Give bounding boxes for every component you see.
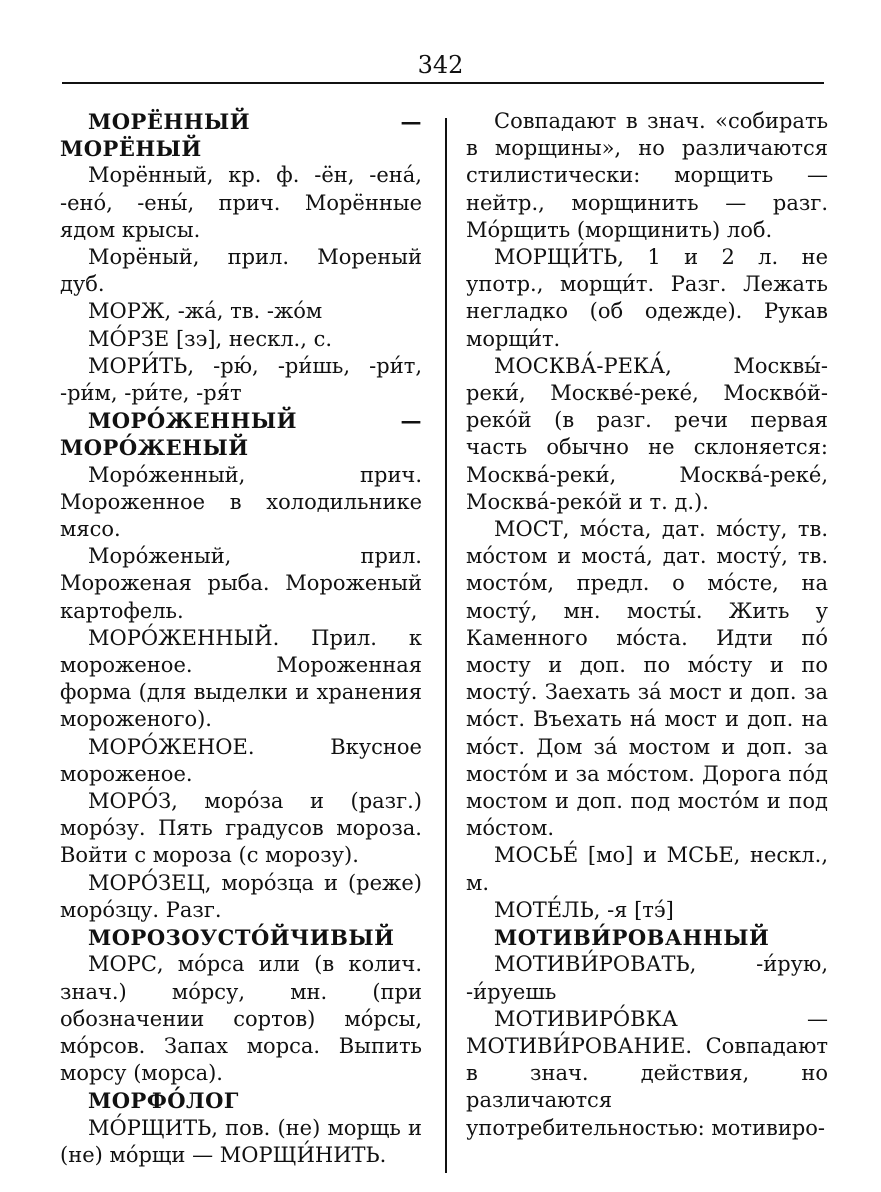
dictionary-entry: МО́РЗЕ [зэ], нескл., с. [88, 326, 333, 351]
dictionary-entry: МОТИВИРО́ВКА — МОТИВИ́РОВАНИЕ. Совпадают в знач. действия, но различаются употребительностью: мотивиро- [466, 1006, 828, 1140]
page-number: 342 [417, 51, 464, 79]
dictionary-entry: МОРЁННЫЙ — МОРЁНЫЙ [60, 109, 422, 162]
dictionary-entry: МОСЬЕ́ [мо] и МСЬЕ, нескл., м. [466, 843, 828, 895]
column-divider [445, 118, 447, 1173]
dictionary-entry: МОРИ́ТЬ, -рю́, -ри́шь, -ри́т, -ри́м, -ри́те, -ря́т [60, 353, 422, 406]
dictionary-entry: МОТЕ́ЛЬ, -я [тэ́] [494, 897, 674, 922]
dictionary-entry: МОРО́ЖЕНОЕ. Вкусное мороженое. [60, 734, 422, 786]
dictionary-entry: МОРС, мо́рса или (в колич. знач.) мо́рсу, мн. (при обозначении сортов) мо́рсы, мо́рсов. Запах морса. Выпить морсу (морса). [60, 952, 422, 1086]
dictionary-entry: Моро́женый, прил. Мороженая рыба. Мороженый картофель. [60, 544, 422, 623]
dictionary-entry: МОРФО́ЛОГ [88, 1088, 239, 1114]
header-rule [62, 82, 824, 84]
dictionary-entry: Морённый, кр. ф. -ён, -ена́, -ено́, -ены́, прич. Морённые ядом крысы. [60, 163, 422, 242]
dictionary-entry: МОРО́З, моро́за и (разг.) моро́зу. Пять градусов мороза. Войти с мороза (с морозу). [60, 789, 422, 868]
dictionary-entry: МОРОЗОУСТО́ЙЧИВЫЙ [88, 925, 395, 951]
dictionary-entry: МОРЩИ́ТЬ, 1 и 2 л. не употр., морщи́т. Разг. Лежать негладко (об одежде). Рукав морщи́т. [466, 245, 828, 351]
dictionary-entry: МОСТ, мо́ста, дат. мо́сту, тв. мо́стом и моста́, дат. мосту́, тв. мосто́м, предл. о мо́сте, на мосту́, мн. мосты́. Жить у Каменного мо́ста. Идти по́ мосту и доп. по мо́сту и по мосту́. Заехать за́ мост и доп. за мо́ст. Въехать на́ мост и доп. на мо́ст. Дом за́ мостом и доп. за мосто́м и за мо́стом. Дорога по́д мостом и доп. под мосто́м и под мо́стом. [466, 517, 828, 841]
dictionary-entry: МОТИВИ́РОВАТЬ, -и́рую, -и́руешь [466, 952, 828, 1004]
dictionary-entry: МОТИВИ́РОВАННЫЙ [494, 925, 770, 951]
dictionary-entry: Морёный, прил. Мореный дуб. [60, 245, 422, 297]
left-column [60, 108, 422, 1169]
dictionary-entry: МОРО́ЖЕННЫЙ. Прил. к мороженое. Мороженная форма (для выделки и хранения мороженого). [60, 625, 422, 732]
dictionary-entry: МОСКВА́-РЕКА́, Москвы́-реки́, Москве́-реке́, Москво́й-реко́й (в разг. речи первая часть обычно не склоняется: Москва́-реки́, Москва́-реке́, Москва́-реко́й и т. д.). [466, 353, 828, 514]
dictionary-entry: Совпадают в знач. «собирать в морщины», но различаются стилистически: морщить — нейтр., морщинить — разг. Мо́рщить (морщинить) лоб. [466, 109, 828, 242]
dictionary-entry: МОРО́ЗЕЦ, моро́зца и (реже) моро́зцу. Разг. [60, 870, 422, 922]
dictionary-entry: МО́РЩИТЬ, пов. (не) морщь и (не) мо́рщи — МОРЩИ́НИТЬ. [60, 1115, 422, 1167]
dictionary-entry: МОРО́ЖЕННЫЙ — МОРО́ЖЕНЫЙ [60, 408, 422, 461]
right-column [466, 108, 828, 1142]
dictionary-entry: МОРЖ, -жа́, тв. -жо́м [88, 299, 323, 324]
dictionary-entry: Моро́женный, прич. Мороженное в холодильнике мясо. [60, 462, 422, 542]
